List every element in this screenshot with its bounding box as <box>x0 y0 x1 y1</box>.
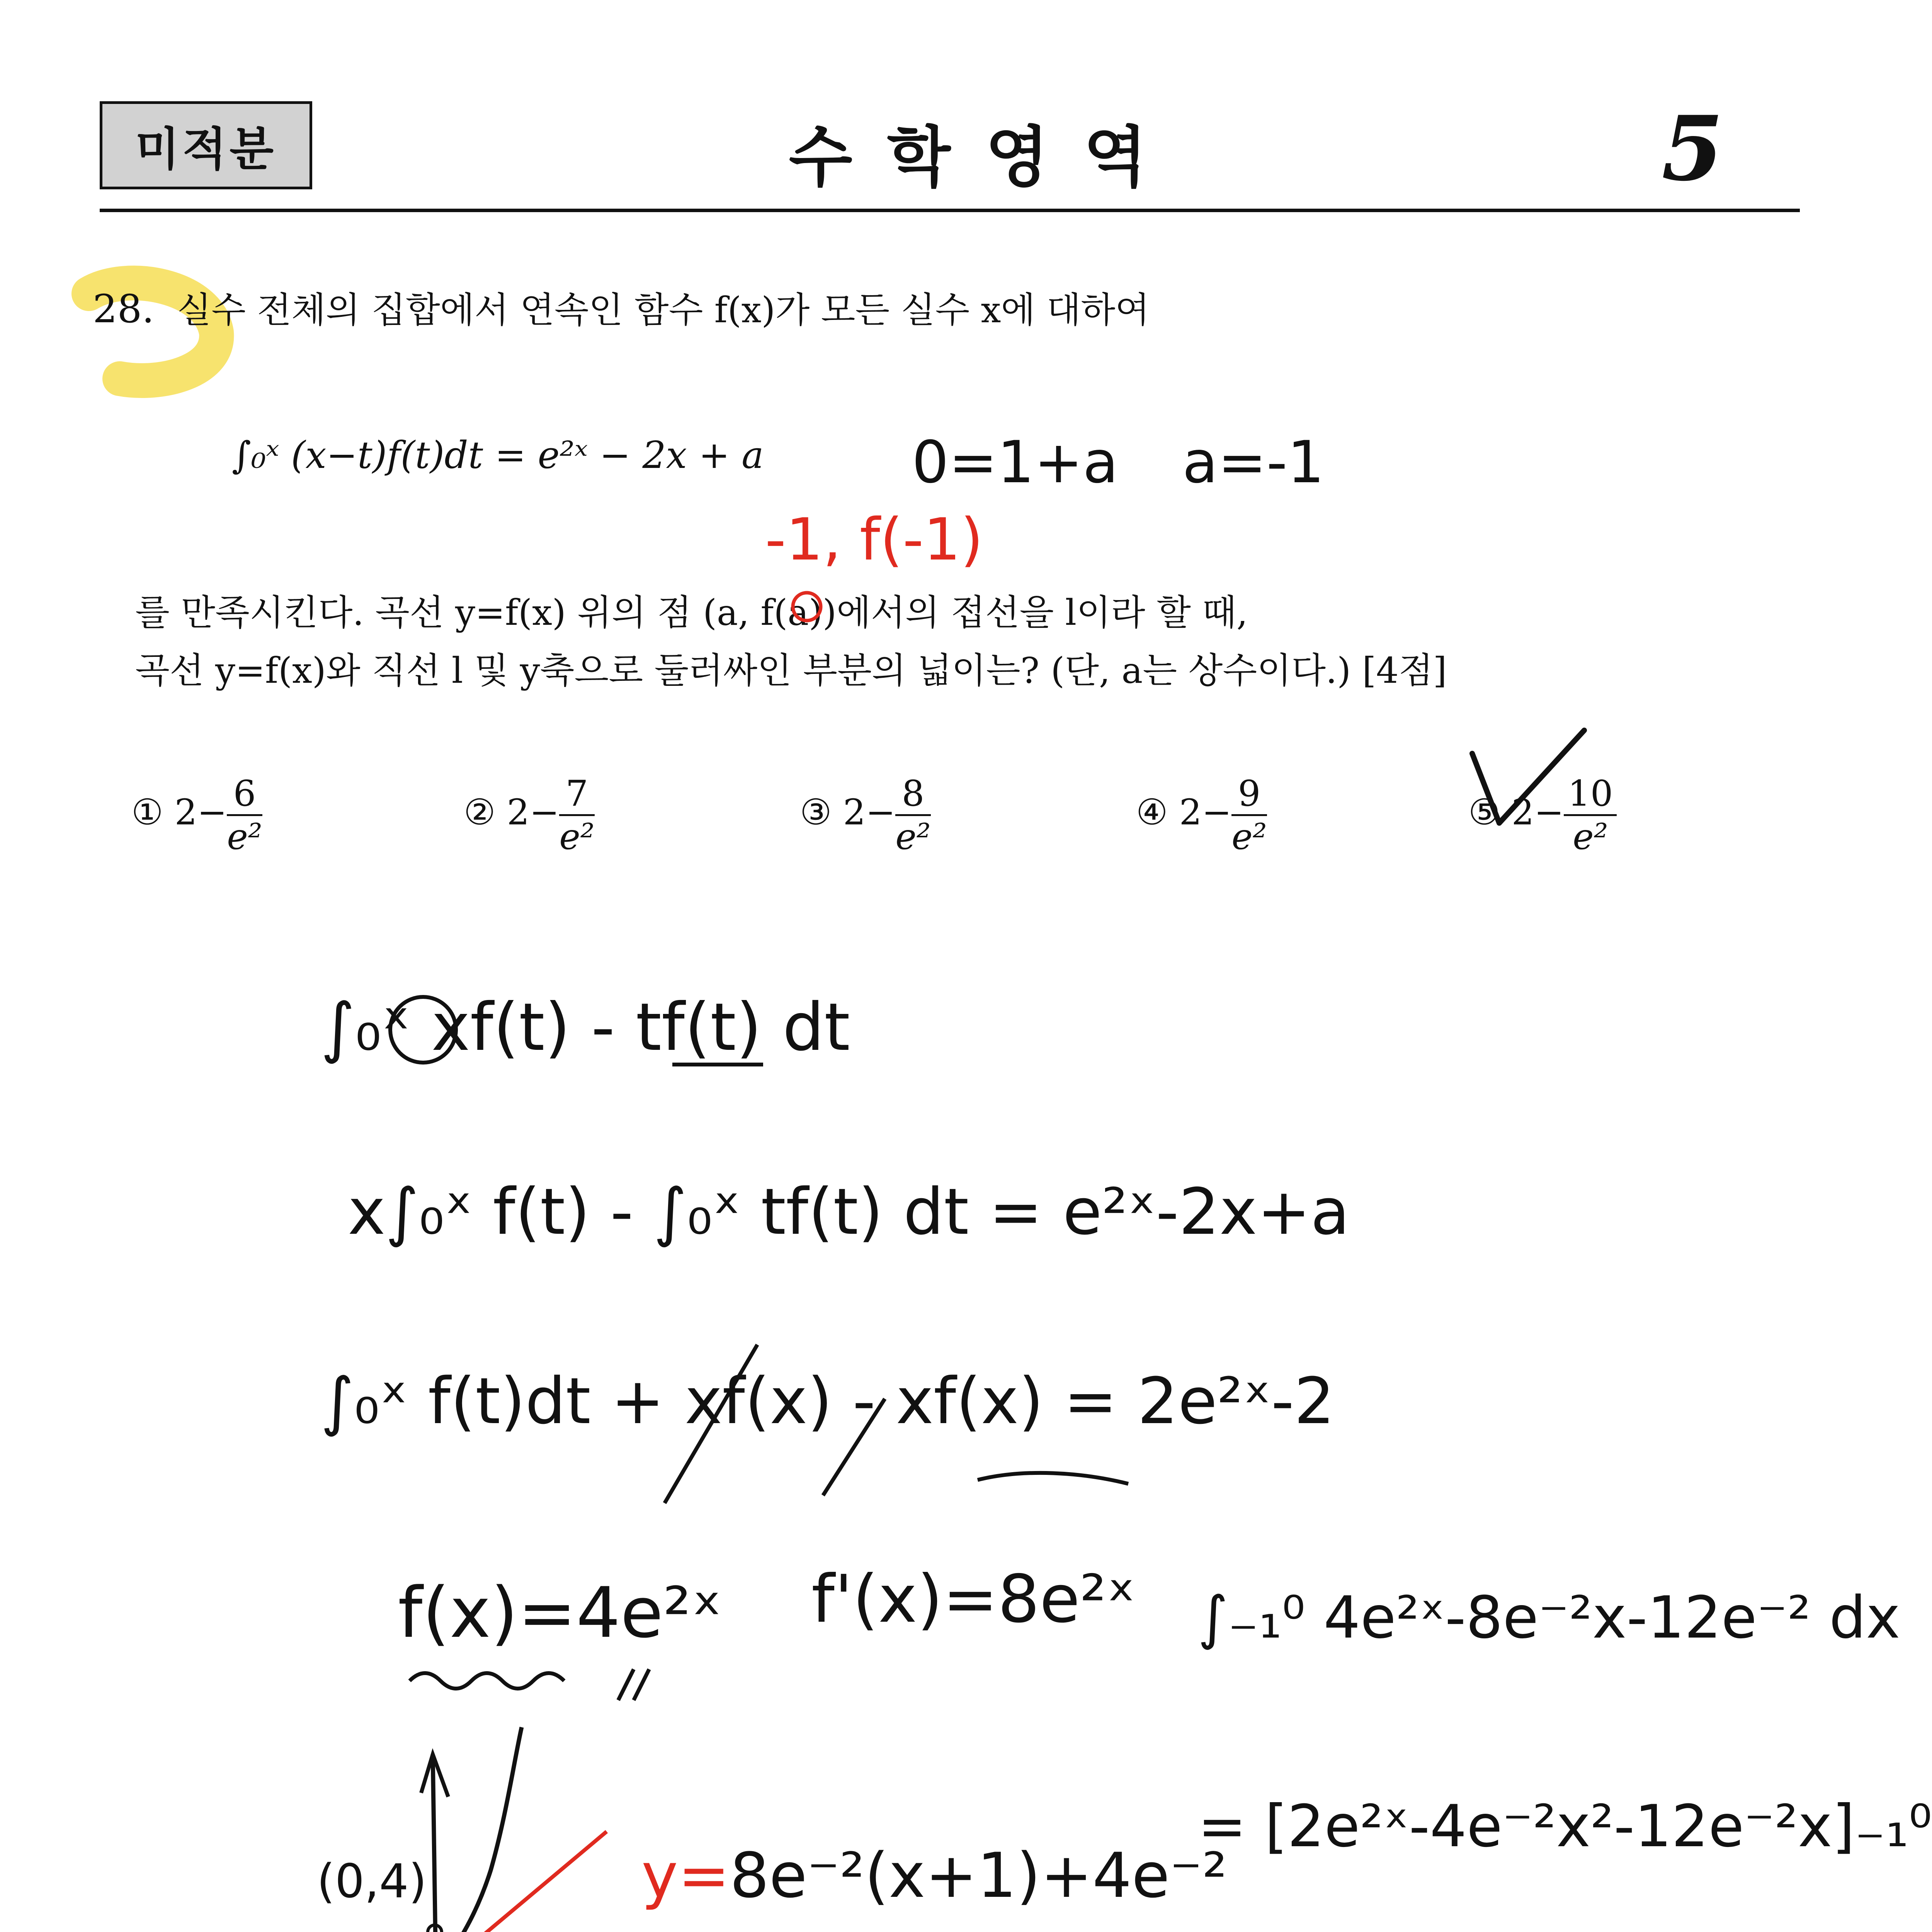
hw-a-eq2: a=-1 <box>1182 429 1325 496</box>
hw-fpx: f'(x)=8e²ˣ <box>811 1561 1136 1638</box>
hw-step3: ∫₀ˣ f(t)dt + xf(x) - xf(x) = 2e²ˣ-2 <box>321 1364 1335 1438</box>
hw-tangent1 <box>641 1839 1227 1912</box>
problem-equation: ∫₀ˣ (x−t)f(t)dt = e²ˣ − 2x + a <box>232 434 764 477</box>
hw-step2: x∫₀ˣ f(t) - ∫₀ˣ tf(t) dt = e²ˣ-2x+a <box>348 1175 1350 1249</box>
check-mark-icon <box>1472 730 1584 823</box>
hw-calc1: = [2e²ˣ-4e⁻²x²-12e⁻²x]₋₁⁰ <box>1198 1793 1932 1860</box>
hw-fx: f(x)=4e²ˣ <box>398 1573 722 1653</box>
hw-point-note: -1, f(-1) <box>765 506 983 573</box>
choice-1[interactable]: ① 2− $\frac{6}{\text{e²}}$ <box>131 773 262 857</box>
a-circle-icon <box>793 593 821 621</box>
hw-tangent1-rest: 8e⁻²(x+1)+4e⁻² <box>730 1839 1227 1912</box>
choice-3[interactable]: ③ 2− $\frac{8}{\text{e²}}$ <box>800 773 931 857</box>
problem-line1-text: 실수 전체의 집합에서 연속인 함수 f(x)가 모든 실수 x에 대하여 <box>177 289 1150 331</box>
choice-4[interactable]: ④ 2− $\frac{9}{\text{e²}}$ <box>1136 773 1267 857</box>
problem-line2: 를 만족시킨다. 곡선 y=f(x) 위의 점 (a, f(a))에서의 접선을 l이라 할 때, <box>135 592 1248 633</box>
problem-line3: 곡선 y=f(x)와 직선 l 및 y축으로 둘러싸인 부분의 넓이는? (단, a는 상수이다.) [4점] <box>135 650 1447 691</box>
hw-a-eq1: 0=1+a <box>912 429 1119 496</box>
problem-line1 <box>93 286 1150 332</box>
page-number: 5 <box>1662 97 1724 201</box>
hw-step1: ∫₀ˣ xf(t) - tf(t) dt <box>321 989 850 1066</box>
choice-5[interactable]: ⑤ 2− $\frac{10}{\text{e²}}$ <box>1468 773 1617 857</box>
section-title: 수학영역 <box>789 119 1182 196</box>
problem-number: 28. <box>93 286 155 332</box>
choice-2[interactable]: ② 2− $\frac{7}{\text{e²}}$ <box>464 773 595 857</box>
hw-point-label: (0,4) <box>317 1855 427 1908</box>
hw-integral: ∫₋₁⁰ 4e²ˣ-8e⁻²x-12e⁻² dx <box>1198 1584 1900 1651</box>
subject-label: 미적분 <box>135 122 277 176</box>
hw-tangent1-prefix: y= <box>641 1839 730 1912</box>
